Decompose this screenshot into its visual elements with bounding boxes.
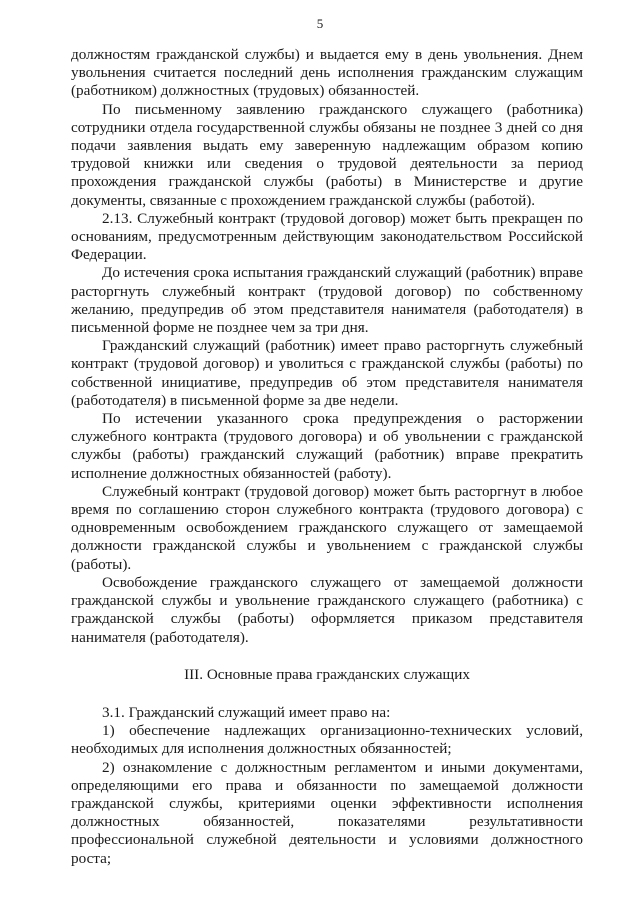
paragraph: По истечении указанного срока предупреждения о расторжении служебного контракта (трудового договора) и об увольнении с гражданской службы (работы) гражданский служащий (работник) вправе прекратить исполнение должностных обязанностей (работу).	[71, 410, 583, 482]
document-body	[71, 46, 583, 868]
paragraph: Служебный контракт (трудовой договор) может быть расторгнут в любое время по соглашению сторон служебного контракта (трудового договора) с одновременным освобождением гражданского служащего от замещаемой должности гражданской службы и увольнением с гражданской службы (работы).	[71, 482, 583, 573]
page-number: 5	[316, 16, 324, 31]
paragraph: должностям гражданской службы) и выдается ему в день увольнения. Днем увольнения считается последний день исполнения гражданским служащим (работником) должностных (трудовых) обязанностей.	[71, 46, 583, 100]
paragraph: Освобождение гражданского служащего от замещаемой должности гражданской службы и увольнение гражданского служащего (работника) с гражданской службы (работы) оформляется приказом представителя нанимателя (работодателя).	[71, 573, 583, 646]
paragraph: 2.13. Служебный контракт (трудовой договор) может быть прекращен по основаниям, предусмотренным действующим законодательством Российской Федерации.	[71, 209, 583, 264]
paragraph: 1) обеспечение надлежащих организационно-технических условий, необходимых для исполнения должностных обязанностей;	[71, 722, 583, 758]
paragraph: По письменному заявлению гражданского служащего (работника) сотрудники отдела государственной службы обязаны не позднее 3 дней со дня подачи заявления выдать ему заверенную надлежащим образом копию трудовой книжки или сведения о трудовой деятельности за период прохождения гражданской службы (работы) в Министерстве и другие документы, связанные с прохождением гражданской службы (работой).	[71, 100, 583, 209]
section-heading: III. Основные права гражданских служащих	[184, 665, 470, 683]
paragraph: Гражданский служащий (работник) имеет право расторгнуть служебный контракт (трудовой договор) и уволиться с гражданской службы (работы) по собственной инициативе, предупредив об этом представителя нанимателя (работодателя) в письменной форме за две недели.	[71, 337, 583, 409]
paragraph: До истечения срока испытания гражданский служащий (работник) вправе расторгнуть служебный контракт (трудовой договор) по собственному желанию, предупредив об этом представителя нанимателя (работодателя) в письменной форме не позднее чем за три дня.	[71, 264, 583, 337]
paragraph: 3.1. Гражданский служащий имеет право на:	[102, 703, 391, 721]
paragraph: 2) ознакомление с должностным регламентом и иными документами, определяющими его права и обязанности по замещаемой должности гражданской службы, критериями оценки эффективности исполнения должностных обязанностей, показателями результативности профессиональной служебной деятельности и условиями должностного роста;	[71, 758, 583, 867]
